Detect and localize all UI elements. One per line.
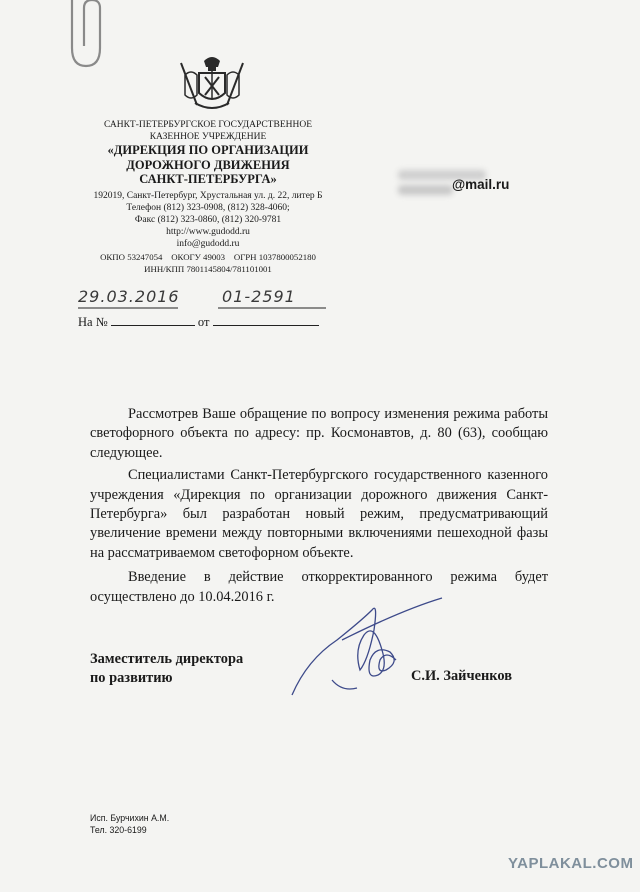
signatory-name: С.И. Зайченков: [411, 668, 512, 684]
codes-line: ИНН/КПП 7801145804/781101001: [144, 263, 272, 274]
executor-phone: Тел. 320-6199: [90, 825, 147, 835]
na-blank: [111, 313, 195, 326]
outgoing-date-handwritten: 29.03.2016: [78, 287, 180, 306]
handwritten-signature: [282, 590, 482, 710]
org-name-line: «ДИРЕКЦИЯ ПО ОРГАНИЗАЦИИ: [107, 143, 309, 157]
org-name-line: ДОРОЖНОГО ДВИЖЕНИЯ: [126, 157, 290, 172]
date-number-underline: [78, 307, 328, 309]
ot-blank: [213, 313, 319, 326]
paragraph: Рассмотрев Ваше обращение по вопросу изменения режима работы светофорного объекта по адресу: пр. Космонавтов, д. 80 (63), сообщаю следующее.: [90, 406, 548, 461]
watermark: YAPLAKAL.COM: [508, 855, 634, 872]
organization-header: [78, 119, 338, 250]
reference-row: [78, 313, 319, 330]
registration-codes: [78, 252, 338, 275]
outgoing-number-handwritten: 01-2591: [222, 287, 296, 306]
signatory-title-line: Заместитель директора: [90, 651, 244, 667]
paperclip-icon: [62, 0, 122, 75]
org-line: КАЗЕННОЕ УЧРЕЖДЕНИЕ: [149, 132, 267, 142]
coat-of-arms-icon: [177, 55, 247, 115]
letter-body: [90, 405, 548, 607]
org-name-line: САНКТ-ПЕТЕРБУРГА»: [139, 172, 277, 186]
codes-line: ОКПО 53247054 ОКОГУ 49003 ОГРН 1037800052180: [100, 252, 316, 262]
signatory-title: [90, 650, 243, 688]
org-line: САНКТ-ПЕТЕРБУРГСКОЕ ГОСУДАРСТВЕННОЕ: [103, 120, 313, 130]
fax-line: Факс (812) 323-0860, (812) 320-9781: [134, 214, 282, 225]
na-label: На №: [78, 315, 108, 329]
recipient-email: @mail.ru: [452, 177, 510, 192]
website-line: http://www.gudodd.ru: [166, 226, 250, 237]
paragraph: Специалистами Санкт-Петербургского государственного казенного учреждения «Дирекция по организации дорожного движения Санкт-Петербурга» был разработан новый режим, предусматривающий увеличение времени между повторными включениями пешеходной фазы на рассматриваемом светофорном объекте.: [90, 467, 548, 561]
executor-name: Исп. Бурчихин А.М.: [90, 813, 170, 823]
phone-line: Телефон (812) 323-0908, (812) 328-4060;: [126, 202, 290, 213]
paragraph: Введение в действие откорректированного режима будет осуществлено до 10.04.2016 г.: [90, 569, 548, 605]
address-line: 192019, Санкт-Петербург, Хрустальная ул. д. 22, литер Б: [93, 190, 323, 201]
ot-label: от: [197, 315, 210, 329]
email-line: info@gudodd.ru: [176, 238, 240, 249]
signatory-title-line: по развитию: [90, 670, 173, 686]
executor-info: [90, 812, 169, 836]
